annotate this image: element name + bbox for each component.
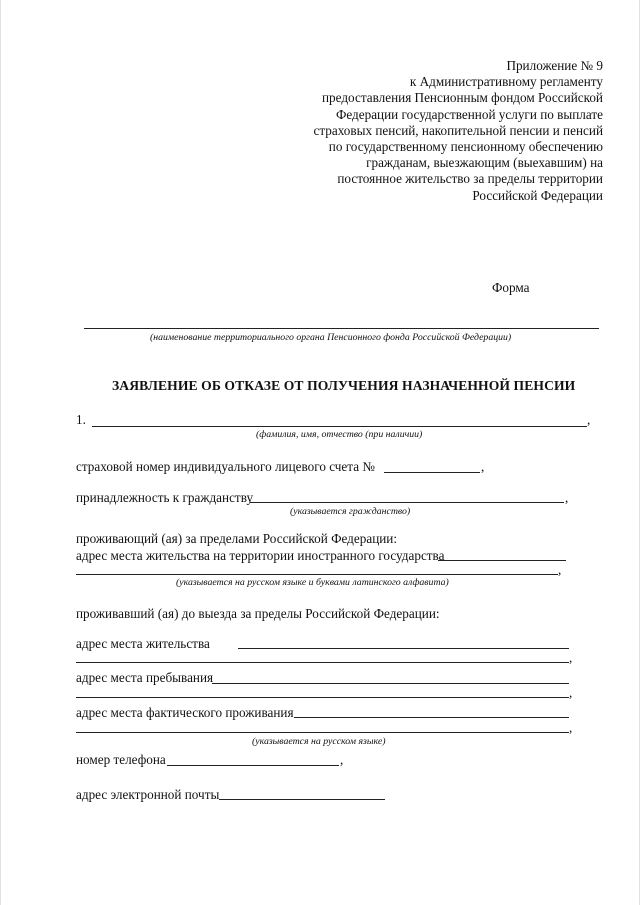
- foreign-address-field-line2[interactable]: [76, 574, 558, 575]
- header-line: Федерации государственной услуги по выплате: [335, 106, 603, 122]
- foreign-address-label: адрес места жительства на территории иностранного государства: [76, 548, 445, 563]
- snils-field[interactable]: [384, 472, 480, 473]
- header-line: Приложение № 9: [506, 58, 603, 73]
- phone-field[interactable]: [167, 765, 339, 766]
- header-line: к Административному регламенту: [409, 74, 603, 90]
- header-line: страховых пенсий, накопительной пенсии и пенсий: [313, 122, 603, 138]
- header-line: гражданам, выезжающим (выехавшим) на: [366, 155, 603, 171]
- actual-residence-label: адрес места фактического проживания: [76, 705, 294, 720]
- citizenship-field[interactable]: [250, 502, 564, 503]
- header-line: предоставления Пенсионным фондом Российской: [322, 90, 603, 106]
- appendix-header: [313, 58, 603, 204]
- comma: ,: [565, 490, 569, 505]
- russian-language-hint: (указывается на русском языке): [252, 736, 386, 747]
- header-line: постоянное жительство за пределы территории: [337, 171, 603, 187]
- before-leave-label: проживавший (ая) до выезда за пределы Российской Федерации:: [76, 606, 440, 621]
- org-name-hint: (наименование территориального органа Пенсионного фонда Российской Федерации): [150, 332, 512, 343]
- comma: ,: [569, 720, 573, 735]
- email-label: адрес электронной почты: [76, 787, 220, 802]
- header-line: Российской Федерации: [472, 187, 603, 203]
- comma: ,: [569, 685, 573, 700]
- email-field[interactable]: [219, 799, 385, 800]
- document-title: ЗАЯВЛЕНИЕ ОБ ОТКАЗЕ ОТ ПОЛУЧЕНИЯ НАЗНАЧЕННОЙ ПЕНСИИ: [112, 378, 576, 393]
- stay-label: адрес места пребывания: [76, 670, 214, 685]
- citizenship-label: принадлежность к гражданству: [76, 490, 254, 505]
- full-name-hint: (фамилия, имя, отчество (при наличии): [256, 429, 423, 440]
- item-number: 1.: [76, 412, 86, 427]
- actual-address-field-line2[interactable]: [76, 732, 569, 733]
- comma: ,: [340, 752, 344, 767]
- residence-label: адрес места жительства: [76, 636, 210, 651]
- comma: ,: [569, 650, 573, 665]
- comma: ,: [558, 562, 562, 577]
- header-line: по государственному пенсионному обеспечению: [328, 139, 603, 155]
- citizenship-hint: (указывается гражданство): [290, 506, 411, 517]
- form-label: Форма: [492, 280, 530, 295]
- foreign-address-hint: (указывается на русском языке и буквами латинского алфавита): [176, 577, 449, 588]
- stay-address-field-line2[interactable]: [76, 697, 569, 698]
- org-name-field[interactable]: [84, 328, 599, 329]
- full-name-field[interactable]: [92, 426, 587, 427]
- actual-address-field[interactable]: [294, 717, 569, 718]
- comma: ,: [481, 459, 485, 474]
- phone-label: номер телефона: [76, 752, 166, 767]
- abroad-label: проживающий (ая) за пределами Российской Федерации:: [76, 531, 398, 546]
- snils-label: страховой номер индивидуального лицевого счета №: [76, 459, 375, 474]
- comma: ,: [587, 412, 591, 427]
- residence-address-field[interactable]: [238, 648, 569, 649]
- page-edge-left: [0, 0, 1, 905]
- residence-address-field-line2[interactable]: [76, 662, 569, 663]
- stay-address-field[interactable]: [212, 683, 569, 684]
- foreign-address-field[interactable]: [438, 560, 566, 561]
